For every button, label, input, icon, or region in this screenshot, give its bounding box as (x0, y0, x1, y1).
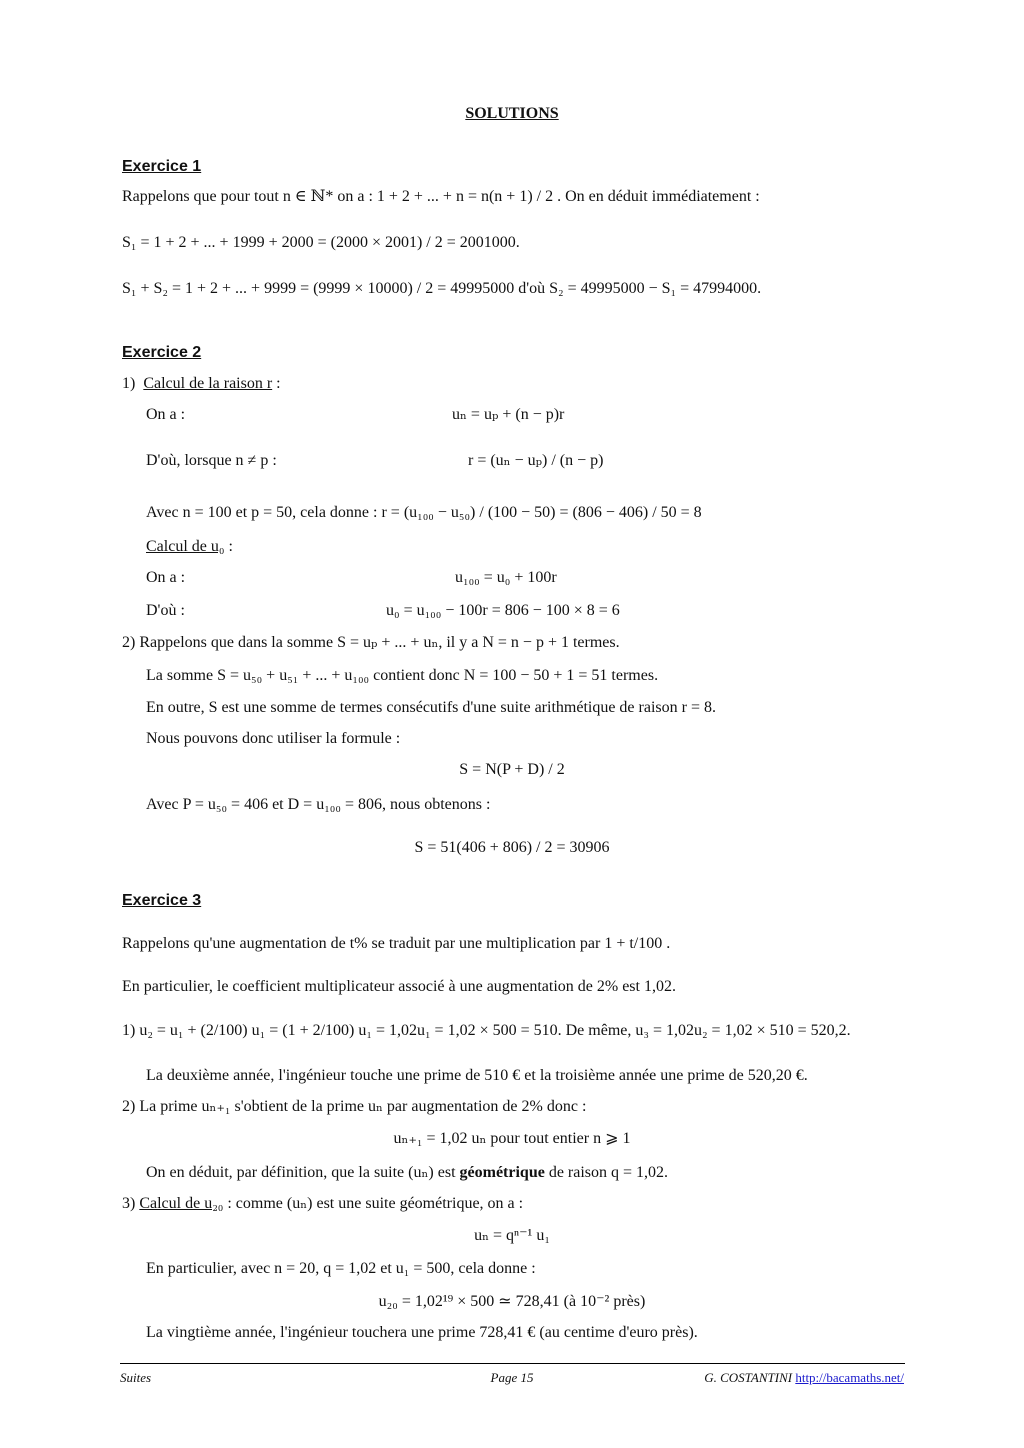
q2-outre: En outre, S est une somme de termes consécutifs d'une suite arithmétique de raison r = 8. (146, 699, 716, 716)
footer-right (704, 1369, 904, 1387)
q2-deduit-after: de raison q = 1,02. (544, 1164, 669, 1181)
exercise-3-line-2: En particulier, le coefficient multiplicateur associé à une augmentation de 2% est 1,02. (122, 978, 676, 995)
exercise-3-q1-line: 1) u₂ = u₁ + (2/100) u₁ = (1 + 2/100) u₁ = 1,02u₁ = 1,02 × 500 = 510. De même, u₃ = 1,02u₂ = 1,02 × 510 = 520,2. (122, 1022, 851, 1039)
u0-colon: : (224, 538, 233, 555)
exercise-3-q3-line (122, 1194, 523, 1214)
q3-number: 3) (122, 1195, 140, 1212)
exercise-3-line-1: Rappelons qu'une augmentation de t% se traduit par une multiplication par 1 + t/100 . (122, 935, 671, 952)
footer-page-number: Page 15 (490, 1370, 534, 1385)
q2-somme: La somme S = u₅₀ + u₅₁ + ... + u₁₀₀ contient donc N = 100 − 50 + 1 = 51 termes. (146, 667, 659, 684)
ona2-formula: u₁₀₀ = u₀ + 100r (455, 569, 557, 586)
q2-deduit-before: On en déduit, par définition, que la suite (uₙ) est (146, 1164, 460, 1181)
exercise-3-heading: Exercice 3 (122, 892, 202, 909)
q2-deduit-bold: géométrique (459, 1164, 545, 1181)
exercise-3-q3-conclusion: La vingtième année, l'ingénieur touchera une prime 728,41 € (au centime d'euro près). (146, 1324, 698, 1341)
exercise-1-line-3: S₁ + S₂ = 1 + 2 + ... + 9999 = (9999 × 10000) / 2 = 49995000 d'où S₂ = 49995000 − S₁ = 47994000. (122, 280, 762, 297)
dou-label: D'où, lorsque n ≠ p : (146, 452, 277, 469)
page-title: SOLUTIONS (465, 105, 559, 122)
avec-line: Avec n = 100 et p = 50, cela donne : r = (u₁₀₀ − u₅₀) / (100 − 50) = (806 − 406) / 50 = 8 (146, 504, 702, 521)
u0-label: Calcul de u₀ (146, 538, 225, 555)
q2-formule: S = N(P + D) / 2 (459, 761, 565, 778)
u0-line (146, 537, 233, 557)
footer-left: Suites (120, 1370, 152, 1385)
exercise-1-heading: Exercice 1 (122, 158, 202, 175)
exercise-2-heading: Exercice 2 (122, 344, 202, 361)
dou2-formula: u₀ = u₁₀₀ − 100r = 806 − 100 × 8 = 6 (386, 602, 620, 619)
q3-rest: : comme (uₙ) est une suite géométrique, on a : (223, 1195, 524, 1212)
ona-label: On a : (146, 406, 186, 423)
exercise-1-line-2: S₁ = 1 + 2 + ... + 1999 + 2000 = (2000 × 2001) / 2 = 2001000. (122, 234, 520, 251)
exercise-3-q2-line: 2) La prime uₙ₊₁ s'obtient de la prime uₙ par augmentation de 2% donc : (122, 1098, 587, 1115)
exercise-1-line-1: Rappelons que pour tout n ∈ ℕ* on a : 1 + 2 + ... + n = n(n + 1) / 2 . On en déduit immédiatement : (122, 188, 760, 205)
footer-author: G. COSTANTINI (704, 1370, 793, 1385)
q3-label: Calcul de u₂₀ (139, 1195, 224, 1212)
exercise-3-q1-prime: La deuxième année, l'ingénieur touche une prime de 510 € et la troisième année une prime de 520,20 €. (146, 1067, 808, 1084)
exercise-3-q2-deduit (146, 1163, 668, 1183)
q1-label: Calcul de la raison r (143, 375, 273, 392)
exercise-3-q3-result: u₂₀ = 1,02¹⁹ × 500 ≃ 728,41 (à 10⁻² près) (378, 1293, 646, 1310)
q1-colon: : (272, 375, 281, 392)
ona2-label: On a : (146, 569, 186, 586)
exercise-3-q3-particulier: En particulier, avec n = 20, q = 1,02 et u₁ = 500, cela donne : (146, 1260, 536, 1277)
dou2-label: D'où : (146, 602, 185, 619)
q2-avec: Avec P = u₅₀ = 406 et D = u₁₀₀ = 806, nous obtenons : (146, 796, 491, 813)
exercise-3-q2-formula: uₙ₊₁ = 1,02 uₙ pour tout entier n ⩾ 1 (393, 1130, 631, 1147)
q2-formule-label: Nous pouvons donc utiliser la formule : (146, 730, 401, 747)
exercise-3-q3-formula: uₙ = qⁿ⁻¹ u₁ (474, 1227, 550, 1244)
dou-formula: r = (uₙ − uₚ) / (n − p) (468, 452, 604, 469)
footer-divider (120, 1363, 905, 1364)
ona-formula: uₙ = uₚ + (n − p)r (452, 406, 565, 423)
q2-result: S = 51(406 + 806) / 2 = 30906 (414, 839, 610, 856)
exercise-2-q1-line (122, 374, 281, 394)
q2-line: 2) Rappelons que dans la somme S = uₚ + ... + uₙ, il y a N = n − p + 1 termes. (122, 634, 620, 651)
footer-link[interactable]: http://bacamaths.net/ (795, 1370, 904, 1385)
q1-number: 1) (122, 375, 136, 392)
